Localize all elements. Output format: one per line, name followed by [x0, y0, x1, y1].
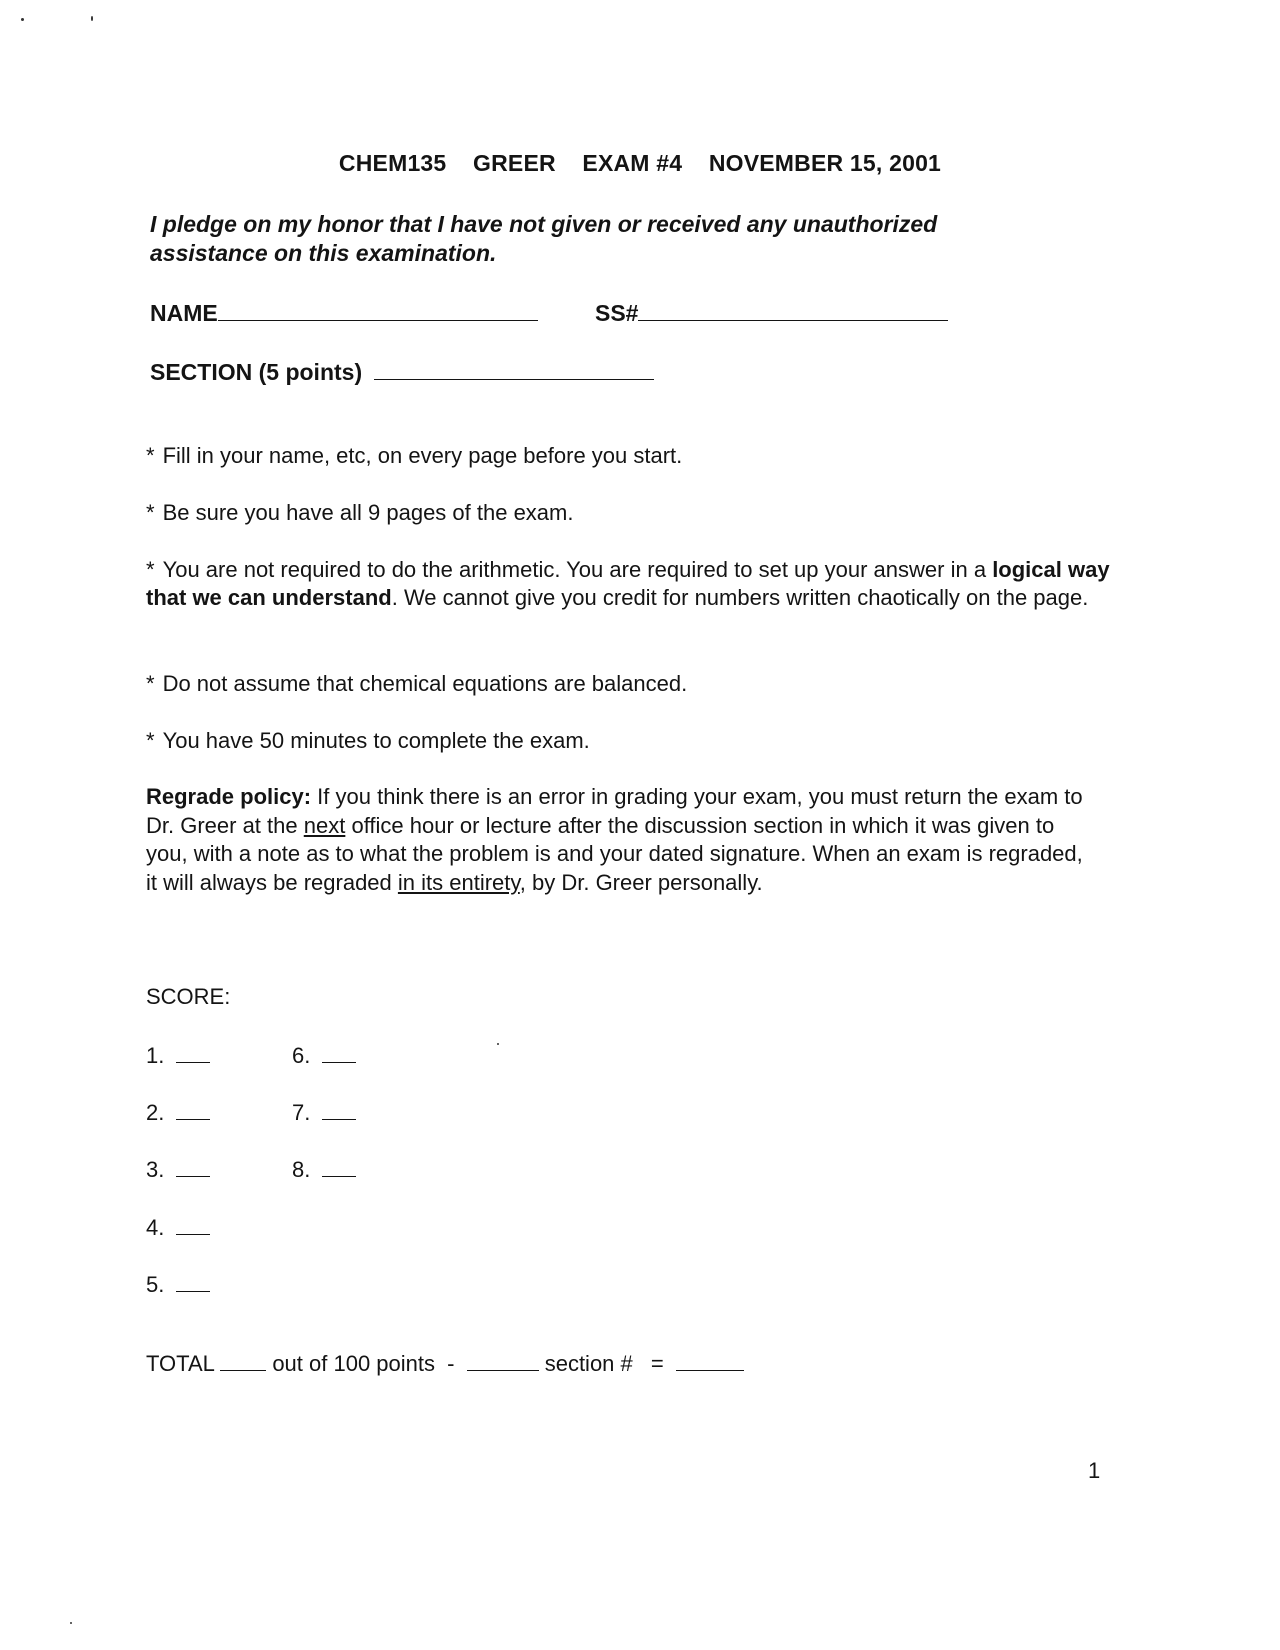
instruction-text: Fill in your name, etc, on every page before you start. — [162, 443, 683, 468]
name-label: NAME — [150, 300, 218, 326]
total-label: TOTAL — [146, 1351, 215, 1376]
regrade-text-2: office hour or lecture after the discussion section in which it was given to you, with a note as to what the problem is and your dated signature. When an exam is regraded, it will always be regraded — [146, 812, 1083, 895]
score-blank[interactable] — [176, 1042, 210, 1063]
instruction-arithmetic — [146, 556, 1136, 612]
score-number: 8. — [292, 1157, 311, 1182]
regrade-policy — [146, 783, 1086, 897]
score-blank[interactable] — [176, 1099, 210, 1120]
instruction-text: You are not required to do the arithmetic. You are required to set up your answer in a — [162, 557, 987, 582]
instruction-pages — [146, 499, 1136, 527]
score-number: 1. — [146, 1043, 165, 1068]
honor-pledge: I pledge on my honor that I have not given or received any unauthorized assistance on this examination. — [150, 211, 938, 266]
section-blank[interactable] — [374, 357, 654, 380]
score-blank[interactable] — [322, 1099, 356, 1120]
score-number: 3. — [146, 1157, 165, 1182]
ss-field[interactable] — [595, 298, 948, 327]
bullet-star: * — [146, 728, 155, 753]
score-number: 6. — [292, 1043, 311, 1068]
score-blank[interactable] — [176, 1156, 210, 1177]
total-section: section # — [544, 1351, 633, 1376]
instruction-fill-in — [146, 442, 1136, 470]
name-field[interactable] — [150, 298, 538, 327]
scan-speck — [21, 18, 24, 21]
score-item[interactable] — [146, 1042, 210, 1069]
regrade-text-3: , by Dr. Greer personally. — [519, 869, 763, 895]
score-number: 4. — [146, 1215, 165, 1240]
score-blank[interactable] — [322, 1156, 356, 1177]
page-number: 1 — [1088, 1458, 1101, 1483]
bullet-star: * — [146, 671, 155, 696]
name-blank[interactable] — [218, 298, 538, 321]
section-deduction-blank[interactable] — [467, 1350, 539, 1371]
score-number: 2. — [146, 1100, 165, 1125]
instruction-text: Do not assume that chemical equations are balanced. — [162, 671, 688, 696]
scan-speck — [70, 1622, 72, 1624]
score-item[interactable] — [292, 1099, 356, 1126]
section-label: SECTION (5 points) — [150, 359, 363, 385]
section-field[interactable] — [150, 357, 654, 386]
total-minus: - — [447, 1351, 455, 1376]
regrade-next: next — [303, 812, 346, 838]
score-item[interactable] — [146, 1214, 210, 1241]
score-number: 7. — [292, 1100, 311, 1125]
instruction-text-cont: . We cannot give you credit for numbers written chaotically on the page. — [391, 585, 1089, 610]
course-code: CHEM135 — [338, 150, 447, 176]
score-blank[interactable] — [322, 1042, 356, 1063]
score-number: 5. — [146, 1272, 165, 1297]
total-line — [146, 1350, 744, 1377]
score-item[interactable] — [146, 1156, 210, 1183]
instruction-time — [146, 727, 1136, 755]
regrade-label: Regrade policy: — [146, 784, 312, 809]
exam-date: NOVEMBER 15, 2001 — [708, 150, 942, 176]
regrade-entirety: in its entirety — [397, 869, 520, 895]
bullet-star: * — [146, 443, 155, 468]
exam-header — [0, 150, 1280, 177]
instruction-emphasis: logical way that we can understand — [146, 557, 1110, 610]
regrade-text-1: If you think there is an error in grading your exam, you must return the exam to Dr. Greer at the — [146, 784, 1083, 838]
scan-speck — [497, 1043, 499, 1045]
score-item[interactable] — [146, 1271, 210, 1298]
score-item[interactable] — [292, 1156, 356, 1183]
instruction-text: You have 50 minutes to complete the exam. — [162, 728, 590, 753]
instructor-name: GREER — [473, 150, 556, 176]
total-equals: = — [650, 1351, 664, 1376]
total-out-of: out of 100 points — [272, 1351, 435, 1376]
exam-number: EXAM #4 — [582, 150, 683, 176]
instruction-balanced — [146, 670, 1136, 698]
bullet-star: * — [146, 557, 155, 582]
scan-speck — [91, 16, 93, 21]
score-blank[interactable] — [176, 1271, 210, 1292]
score-item[interactable] — [146, 1099, 210, 1126]
score-blank[interactable] — [176, 1214, 210, 1235]
score-item[interactable] — [292, 1042, 356, 1069]
bullet-star: * — [146, 500, 155, 525]
instruction-text: Be sure you have all 9 pages of the exam. — [162, 500, 574, 525]
ss-label: SS# — [595, 300, 639, 326]
final-score-blank[interactable] — [676, 1350, 744, 1371]
score-label: SCORE: — [146, 984, 231, 1009]
total-blank[interactable] — [220, 1350, 266, 1371]
ss-blank[interactable] — [638, 298, 948, 321]
